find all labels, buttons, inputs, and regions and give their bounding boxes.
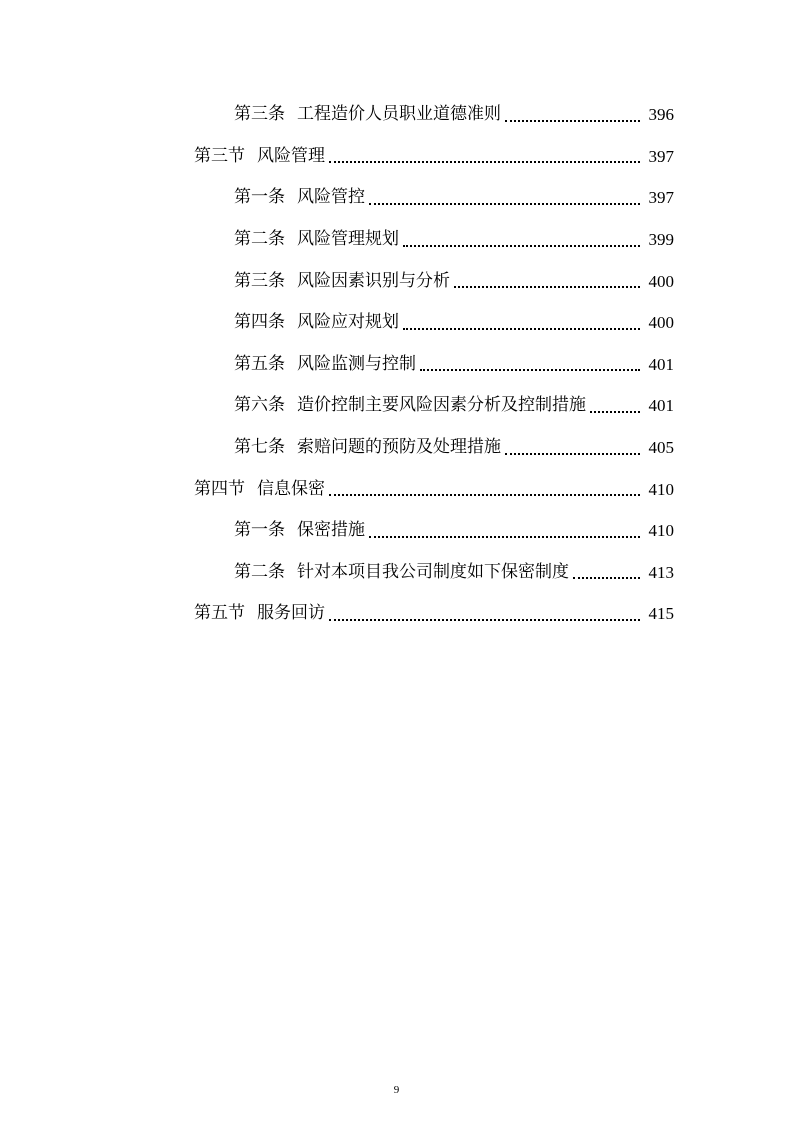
toc-entry-title: 索赔问题的预防及处理措施: [297, 437, 501, 458]
dot-leader: [454, 286, 640, 288]
toc-entry-number: 第三节: [194, 145, 245, 166]
toc-entry-title: 风险管理: [257, 145, 325, 166]
toc-entry[interactable]: [0, 344, 793, 386]
toc-entry[interactable]: [0, 177, 793, 219]
toc-entry-title: 风险监测与控制: [297, 353, 416, 374]
dot-leader: [329, 619, 640, 621]
toc-entry-number: 第六条: [234, 395, 285, 416]
dot-leader: [420, 369, 640, 371]
toc-entry-number: 第七条: [234, 437, 285, 458]
toc-entry-page: 405: [648, 438, 674, 458]
toc-entry-title: 风险管理规划: [297, 229, 399, 250]
toc-entry-page: 413: [648, 562, 674, 582]
dot-leader: [369, 203, 640, 205]
toc-entry[interactable]: [0, 593, 793, 635]
dot-leader: [505, 453, 640, 455]
dot-leader: [369, 536, 640, 538]
toc-entry-page: 415: [648, 604, 674, 624]
toc-entry-number: 第三条: [234, 270, 285, 291]
toc-entry-number: 第二条: [234, 561, 285, 582]
toc-entry-page: 396: [648, 105, 674, 125]
page-number: 9: [393, 1084, 400, 1096]
toc-entry-title: 针对本项目我公司制度如下保密制度: [297, 561, 569, 582]
dot-leader: [329, 161, 640, 163]
toc-entry[interactable]: [0, 552, 793, 594]
toc-entry-title: 保密措施: [297, 520, 365, 541]
toc-entry[interactable]: [0, 385, 793, 427]
toc-entry-number: 第三条: [234, 104, 285, 125]
toc-entry[interactable]: [0, 136, 793, 178]
toc-entry-number: 第四节: [194, 478, 245, 499]
dot-leader: [505, 120, 640, 122]
toc-entry-page: 400: [648, 313, 674, 333]
toc-entry-title: 服务回访: [257, 603, 325, 624]
toc-entry-page: 397: [648, 188, 674, 208]
dot-leader: [590, 411, 640, 413]
table-of-contents: [0, 94, 793, 635]
dot-leader: [329, 494, 640, 496]
dot-leader: [403, 245, 640, 247]
toc-entry-page: 401: [648, 396, 674, 416]
toc-entry-title: 造价控制主要风险因素分析及控制措施: [297, 395, 586, 416]
toc-entry-title: 工程造价人员职业道德准则: [297, 104, 501, 125]
toc-entry-number: 第五条: [234, 353, 285, 374]
toc-entry-title: 信息保密: [257, 478, 325, 499]
toc-entry-page: 400: [648, 271, 674, 291]
toc-entry[interactable]: [0, 260, 793, 302]
dot-leader: [573, 577, 640, 579]
toc-entry[interactable]: [0, 219, 793, 261]
toc-entry-page: 399: [648, 230, 674, 250]
dot-leader: [403, 328, 640, 330]
toc-entry[interactable]: [0, 468, 793, 510]
toc-entry-number: 第二条: [234, 229, 285, 250]
toc-entry-number: 第五节: [194, 603, 245, 624]
toc-entry-page: 401: [648, 354, 674, 374]
toc-entry-title: 风险管控: [297, 187, 365, 208]
toc-entry[interactable]: [0, 302, 793, 344]
toc-entry[interactable]: [0, 427, 793, 469]
toc-entry-title: 风险应对规划: [297, 312, 399, 333]
toc-entry-title: 风险因素识别与分析: [297, 270, 450, 291]
toc-entry-number: 第一条: [234, 520, 285, 541]
toc-entry-number: 第四条: [234, 312, 285, 333]
toc-entry[interactable]: [0, 510, 793, 552]
toc-entry-number: 第一条: [234, 187, 285, 208]
toc-entry[interactable]: [0, 94, 793, 136]
toc-entry-page: 410: [648, 479, 674, 499]
toc-entry-page: 397: [648, 146, 674, 166]
toc-entry-page: 410: [648, 521, 674, 541]
